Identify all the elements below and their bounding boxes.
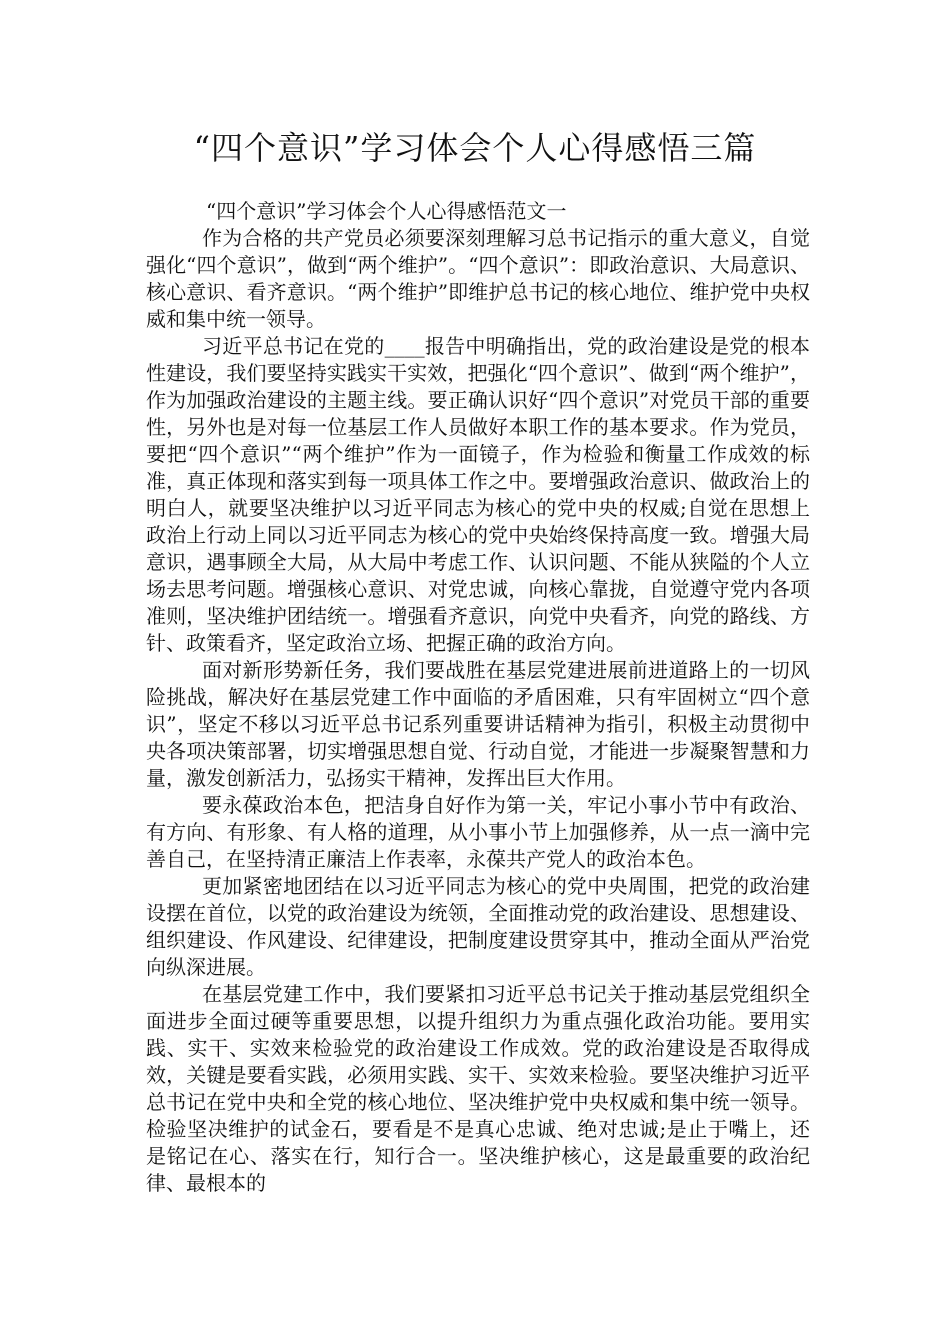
- paragraph-6: 在基层党建工作中，我们要紧扣习近平总书记关于推动基层党组织全面进步全面过硬等重要思想，以提升组织力为重点强化政治功能。要用实践、实干、实效来检验党的政治建设工作成效。党的政治建设是否取得成效，关键是要看实践，必须用实践、实干、实效来检验。要坚决维护习近平总书记在党中央和全党的核心地位、坚决维护党中央权威和集中统一领导。检验坚决维护的试金石，要看是不是真心忠诚、绝对忠诚;是止于嘴上，还是铭记在心、落实在行，知行合一。坚决维护核心，这是最重要的政治纪律、最根本的: [146, 982, 810, 1195]
- paragraph-3: 面对新形势新任务，我们要战胜在基层党建进展前进道路上的一切风险挑战，解决好在基层党建工作中面临的矛盾困难，只有牢固树立“四个意识”，坚定不移以习近平总书记系列重要讲话精神为指引，积极主动贯彻中央各项决策部署，切实增强思想自觉、行动自觉，才能进一步凝聚智慧和力量，激发创新活力，弘扬实干精神，发挥出巨大作用。: [146, 658, 810, 790]
- document-subtitle: “四个意识”学习体会个人心得感悟范文一: [206, 199, 567, 223]
- document-body: [146, 198, 810, 1197]
- document-title: “四个意识”学习体会个人心得感悟三篇: [193, 129, 757, 167]
- paragraph-4: 要永葆政治本色，把洁身自好作为第一关，牢记小事小节中有政治、有方向、有形象、有人格的道理，从小事小节上加强修养，从一点一滴中完善自己，在坚持清正廉洁上作表率，永葆共产党人的政治本色。: [146, 793, 810, 871]
- paragraph-2: 习近平总书记在党的____报告中明确指出，党的政治建设是党的根本性建设，我们要坚持实践实干实效，把强化“四个意识”、做到“两个维护”，作为加强政治建设的主题主线。要正确认识好“四个意识”对党员干部的重要性，另外也是对每一位基层工作人员做好本职工作的基本要求。作为党员，要把“四个意识”“两个维护”作为一面镜子，作为检验和衡量工作成效的标准，真正体现和落实到每一项具体工作之中。要增强政治意识、做政治上的明白人，就要坚决维护以习近平同志为核心的党中央的权威;自觉在思想上政治上行动上同以习近平同志为核心的党中央始终保持高度一致。增强大局意识，遇事顾全大局，从大局中考虑工作、认识问题、不能从狭隘的个人立场去思考问题。增强核心意识、对党忠诚，向核心靠拢，自觉遵守党内各项准则，坚决维护团结统一。增强看齐意识，向党中央看齐，向党的路线、方针、政策看齐，坚定政治立场、把握正确的政治方向。: [146, 334, 810, 655]
- paragraph-5: 更加紧密地团结在以习近平同志为核心的党中央周围，把党的政治建设摆在首位，以党的政治建设为统领，全面推动党的政治建设、思想建设、组织建设、作风建设、纪律建设，把制度建设贯穿其中，推动全面从严治党向纵深进展。: [146, 874, 810, 979]
- paragraph-1: 作为合格的共产党员必须要深刻理解习总书记指示的重大意义，自觉强化“四个意识”，做到“两个维护”。“四个意识”：即政治意识、大局意识、核心意识、看齐意识。“两个维护”即维护总书记的核心地位、维护党中央权威和集中统一领导。: [146, 226, 810, 331]
